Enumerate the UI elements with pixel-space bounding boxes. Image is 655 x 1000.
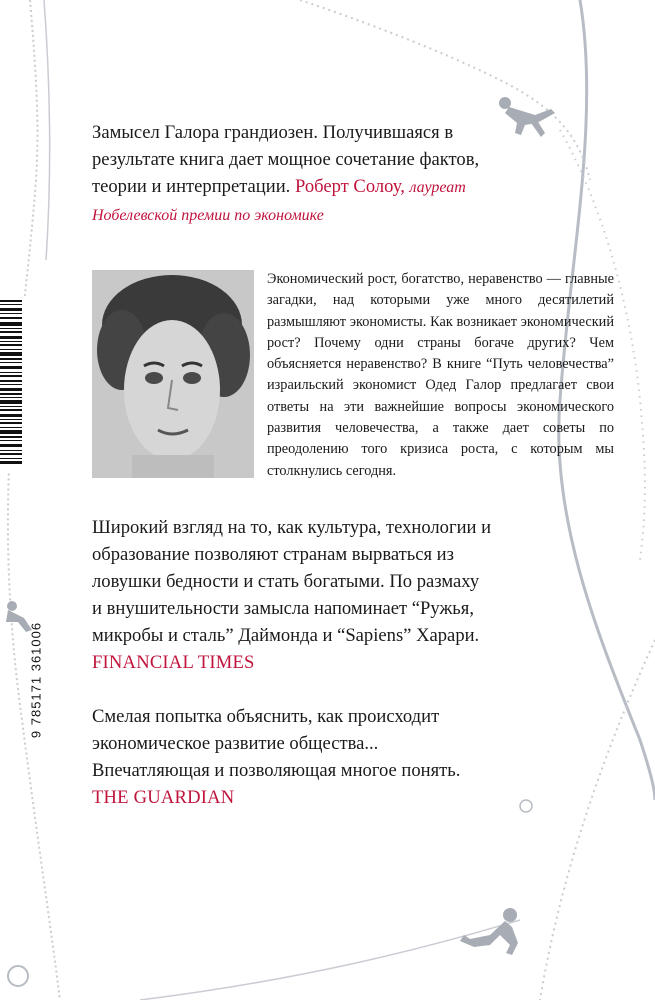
book-description: Экономический рост, богатство, неравенство — главные загадки, над которыми уже много десятилетий размышляют экономисты. Как возникает экономический рост? Почему одни страны богаче других? Чем объясняется неравенство? В книге “Путь человечества” израильский экономист Одед Галор предлагает свои ответы на эти важнейшие вопросы экономического развития человечества, а также дает советы по преодолению того кризиса роста, с которым мы столкнулись сегодня.: [267, 271, 614, 479]
quote-financial-times: [92, 514, 492, 676]
author-photo: [92, 270, 254, 478]
astronaut-figure-bottom: [460, 908, 518, 955]
quote-text: Замысел Галора грандиозен. Получившаяся в результате книга дает мощное сочетание фактов, теории и интерпретации.: [92, 122, 480, 197]
quote-text: Смелая попытка объяснить, как происходит экономическое развитие общества... Впечатляющая и позволяющая многое понять.: [92, 706, 461, 781]
quote-source: THE GUARDIAN: [92, 787, 235, 808]
barcode-number: 9 785171 361006: [28, 621, 44, 739]
quote-solow: [92, 119, 522, 229]
quote-source: FINANCIAL TIMES: [92, 652, 255, 673]
quote-text: Широкий взгляд на то, как культура, технологии и образование позволяют странам вырваться из ловушки бедности и стать богатыми. По размаху и внушительности замысла напоминает “Ружья, микробы и сталь” Даймонда и “Sapiens” Харари.: [92, 517, 492, 646]
quote-source-name: Роберт Солоу,: [294, 176, 405, 197]
quote-source-title: лауреат Нобелевской премии по экономике: [92, 179, 466, 224]
barcode: [0, 296, 68, 739]
quote-guardian: [92, 703, 492, 811]
